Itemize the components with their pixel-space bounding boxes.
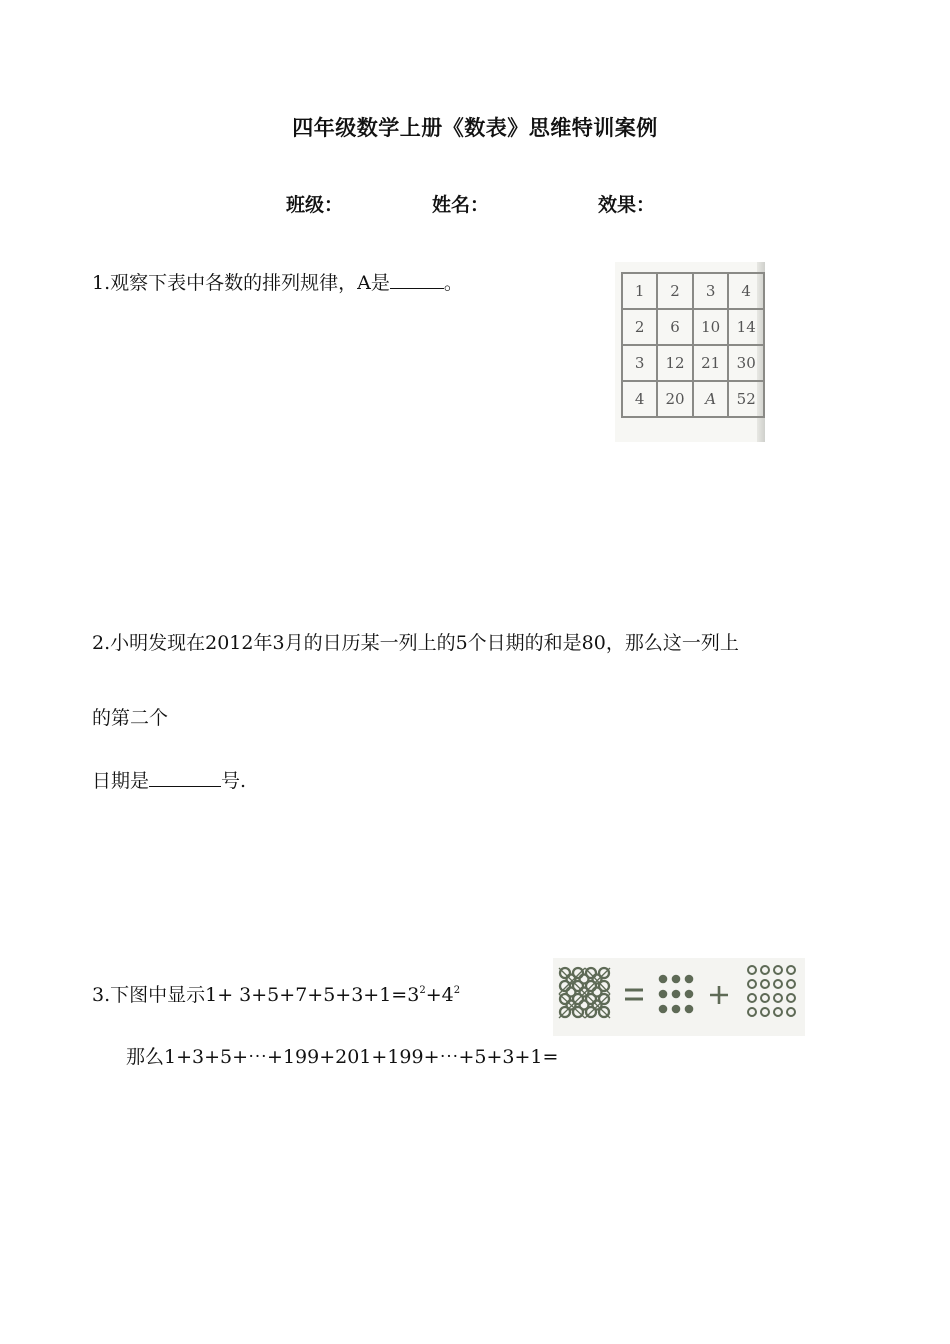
table-cell: 30 — [728, 345, 764, 381]
table-cell: 4 — [622, 381, 657, 417]
table-cell: 3 — [622, 345, 657, 381]
dots-figure — [553, 958, 805, 1036]
dots-figure-image — [553, 958, 805, 1036]
question-1-end: 。 — [443, 272, 463, 294]
number-table-image — [615, 262, 765, 442]
table-cell: 2 — [622, 309, 657, 345]
equals-sign-icon — [625, 990, 643, 999]
exponent: 2 — [419, 985, 426, 996]
question-3-plus-term: +4 — [425, 984, 454, 1006]
question-1 — [92, 268, 463, 295]
table-cell-unknown: A — [693, 381, 729, 417]
table-cell: 3 — [693, 273, 729, 309]
question-3-line-1 — [92, 980, 460, 1007]
hollow-dots-grid-icon — [748, 966, 795, 1016]
table-cell: 4 — [728, 273, 764, 309]
question-2-end: 号. — [221, 770, 247, 792]
answer-blank-2[interactable] — [149, 769, 221, 787]
table-cell: 6 — [657, 309, 693, 345]
question-3-expression: 3.下图中显示1+ 3+5+7+5+3+1=3 — [92, 984, 420, 1006]
name-label: 姓名： — [432, 194, 490, 216]
question-3-line-2: 那么1+3+5+⋯+199+201+199+⋯+5+3+1= — [126, 1046, 559, 1068]
table-cell: 20 — [657, 381, 693, 417]
table-cell: 52 — [728, 381, 764, 417]
question-1-text: 1.观察下表中各数的排列规律，A是 — [92, 272, 390, 294]
question-2-line-1: 2.小明发现在2012年3月的日历某一列上的5个日期的和是80，那么这一列上 — [92, 632, 739, 654]
class-label: 班级： — [286, 194, 344, 216]
exponent: 2 — [453, 985, 461, 996]
question-2-line-2: 的第二个 — [92, 707, 169, 729]
table-cell: 2 — [657, 273, 693, 309]
result-label: 效果： — [598, 194, 656, 216]
question-2-text: 日期是 — [92, 770, 150, 792]
table-cell: 12 — [657, 345, 693, 381]
number-table — [621, 272, 765, 418]
table-cell: 21 — [693, 345, 729, 381]
table-cell: 1 — [622, 273, 657, 309]
page-title: 四年级数学上册《数表》思维特训案例 — [292, 116, 658, 140]
answer-blank-1[interactable] — [390, 271, 444, 289]
plus-sign-icon — [710, 986, 728, 1004]
table-cell: 10 — [693, 309, 729, 345]
table-cell: 14 — [728, 309, 764, 345]
question-2-line-3 — [92, 766, 246, 793]
filled-dots-grid-icon — [659, 975, 694, 1014]
